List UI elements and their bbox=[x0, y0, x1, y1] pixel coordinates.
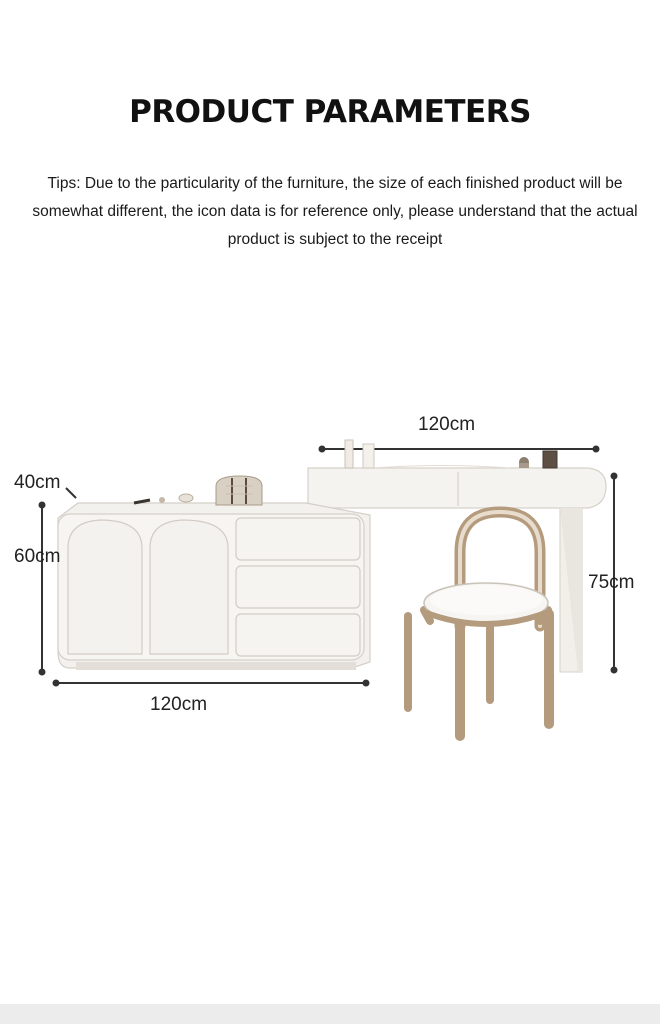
footer-band bbox=[0, 1004, 660, 1024]
table-height-label: 75cm bbox=[588, 572, 635, 593]
table-width-label: 120cm bbox=[418, 414, 476, 435]
cabinet-depth-label: 40cm bbox=[14, 472, 61, 493]
furniture-illustration bbox=[0, 380, 660, 760]
chair bbox=[408, 512, 549, 736]
tips-note: Tips: Due to the particularity of the furniture, the size of each finished product will be somewhat different, the icon data is for reference only, please understand that the actual product is subject to the receipt bbox=[32, 175, 638, 248]
page-title: PRODUCT PARAMETERS bbox=[129, 94, 531, 130]
cabinet-width-label: 120cm bbox=[150, 694, 208, 715]
cabinet-height-label: 60cm bbox=[14, 546, 61, 567]
